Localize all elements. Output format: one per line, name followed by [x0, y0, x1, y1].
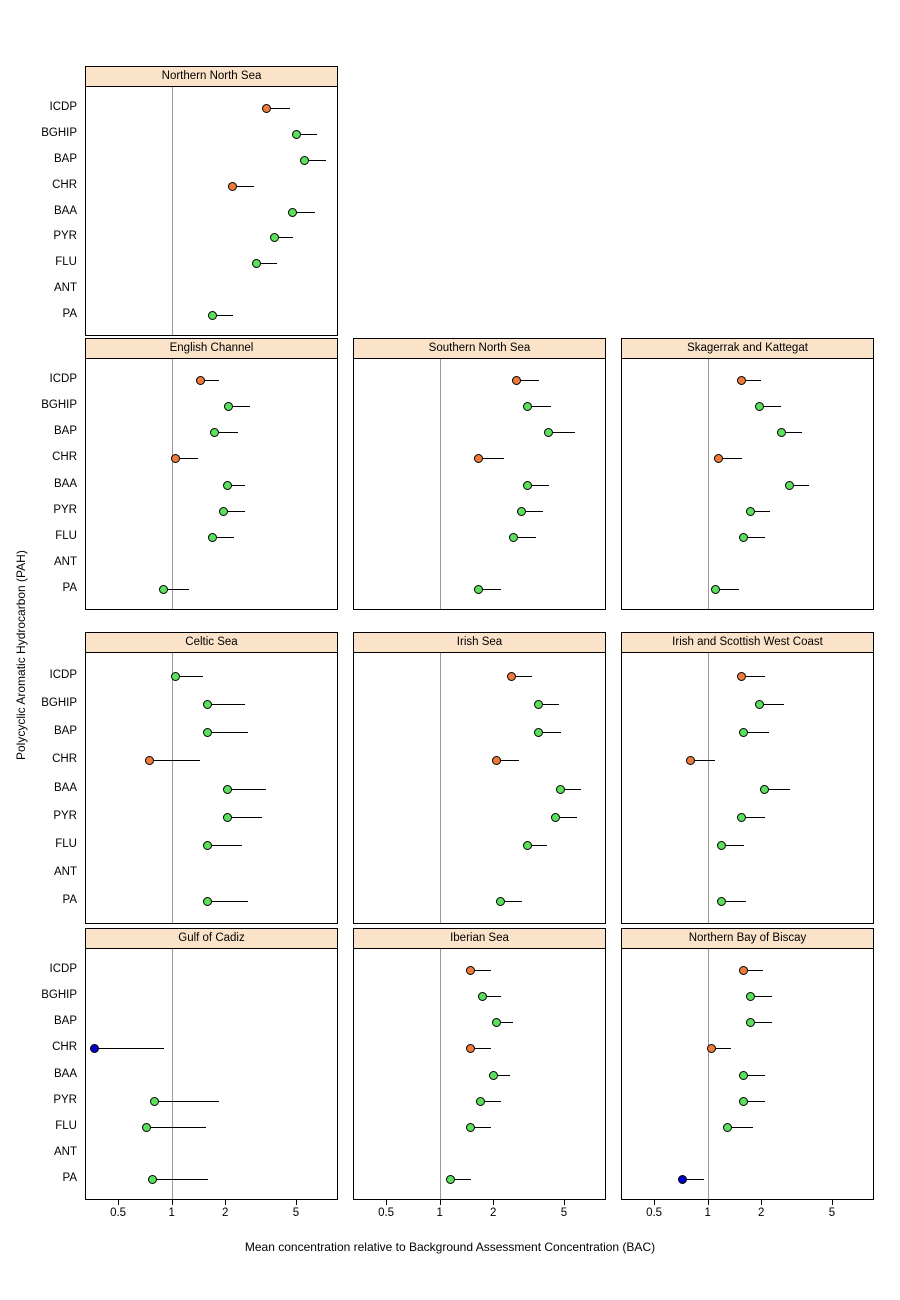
data-point	[270, 233, 279, 242]
x-axis-title: Mean concentration relative to Background Assessment Concentration (BAC)	[244, 1240, 656, 1254]
y-axis-tick-label: BAP	[53, 152, 77, 165]
data-point	[150, 1097, 159, 1106]
data-point	[737, 376, 746, 385]
data-point	[523, 402, 532, 411]
y-axis-tick-label: FLU	[55, 529, 77, 542]
y-axis-tick-label: ANT	[54, 866, 77, 879]
data-point	[476, 1097, 485, 1106]
panel-plot-area	[86, 949, 337, 1199]
x-axis-tick-mark	[832, 1200, 833, 1205]
panel-title: Northern North Sea	[161, 69, 262, 82]
panel-plot-area	[86, 653, 337, 923]
data-point	[512, 376, 521, 385]
y-axis-tick-label: FLU	[55, 1119, 77, 1132]
bac-reference-line	[172, 653, 173, 923]
x-axis-tick-label: 1	[168, 1207, 175, 1219]
bac-reference-line	[172, 87, 173, 335]
data-point	[755, 700, 764, 709]
data-point	[446, 1175, 455, 1184]
data-point	[203, 700, 212, 709]
data-point	[534, 700, 543, 709]
data-point	[534, 728, 543, 737]
y-axis-tick-label: ICDP	[49, 668, 77, 681]
data-point	[717, 897, 726, 906]
bac-reference-line	[172, 359, 173, 609]
data-point	[739, 728, 748, 737]
panel-title: Southern North Sea	[428, 341, 531, 354]
x-axis-tick-label: 2	[758, 1207, 765, 1219]
data-point	[474, 585, 483, 594]
panel-plot-area	[622, 949, 873, 1199]
data-point	[517, 507, 526, 516]
data-point	[739, 533, 748, 542]
x-axis-tick-mark	[225, 1200, 226, 1205]
x-axis-tick-mark	[172, 1200, 173, 1205]
y-axis-tick-label: CHR	[52, 178, 77, 191]
data-point	[544, 428, 553, 437]
panel-plot-area	[354, 359, 605, 609]
y-axis-tick-label: PA	[62, 894, 77, 907]
chart-panel	[621, 928, 874, 1200]
data-point	[556, 785, 565, 794]
data-point	[746, 992, 755, 1001]
data-point	[737, 672, 746, 681]
chart-panel	[353, 928, 606, 1200]
data-point	[208, 311, 217, 320]
data-point	[228, 182, 237, 191]
chart-panel	[621, 632, 874, 924]
bac-reference-line	[172, 949, 173, 1199]
y-axis-title: Polycyclic Aromatic Hydrocarbon (PAH)	[14, 550, 28, 760]
data-point	[223, 813, 232, 822]
y-axis-tick-label: BGHIP	[41, 696, 77, 709]
panel-plot-area	[86, 359, 337, 609]
y-axis-tick-label: CHR	[52, 451, 77, 464]
y-axis-tick-label: PYR	[53, 809, 77, 822]
data-point	[755, 402, 764, 411]
panel-title: Celtic Sea	[185, 635, 238, 648]
panel-plot-area	[622, 359, 873, 609]
data-point	[171, 454, 180, 463]
data-point	[223, 481, 232, 490]
x-axis-tick-mark	[708, 1200, 709, 1205]
data-point	[678, 1175, 687, 1184]
confidence-whisker	[208, 732, 248, 733]
data-point	[196, 376, 205, 385]
bac-reference-line	[440, 359, 441, 609]
data-point	[210, 428, 219, 437]
data-point	[523, 481, 532, 490]
data-point	[288, 208, 297, 217]
x-axis-tick-label: 5	[560, 1207, 568, 1219]
panel-plot-area	[622, 653, 873, 923]
data-point	[686, 756, 695, 765]
data-point	[711, 585, 720, 594]
y-axis-tick-label: BAA	[53, 204, 77, 217]
data-point	[148, 1175, 157, 1184]
data-point	[203, 728, 212, 737]
data-point	[223, 785, 232, 794]
y-axis-tick-label: ANT	[54, 555, 77, 568]
panel-title: Northern Bay of Biscay	[688, 931, 807, 944]
confidence-whisker	[154, 1101, 219, 1102]
confidence-whisker	[146, 1127, 205, 1128]
y-axis-tick-label: PA	[62, 308, 77, 321]
panel-title-strip	[86, 67, 337, 87]
panel-title-strip	[86, 929, 337, 949]
data-point	[739, 1071, 748, 1080]
chart-panel	[353, 338, 606, 610]
data-point	[746, 1018, 755, 1027]
y-axis-tick-label: BAA	[53, 1067, 77, 1080]
data-point	[262, 104, 271, 113]
panel-title-strip	[86, 633, 337, 653]
data-point	[760, 785, 769, 794]
confidence-whisker	[149, 760, 200, 761]
data-point	[551, 813, 560, 822]
x-axis-tick-label: 5	[292, 1207, 300, 1219]
confidence-whisker	[95, 1048, 164, 1049]
x-axis-tick-mark	[761, 1200, 762, 1205]
y-axis-tick-label: FLU	[55, 256, 77, 269]
y-axis-tick-label: BGHIP	[41, 126, 77, 139]
x-axis-tick-label: 0.5	[646, 1207, 663, 1219]
data-point	[489, 1071, 498, 1080]
data-point	[478, 992, 487, 1001]
y-axis-tick-label: PYR	[53, 1093, 77, 1106]
confidence-whisker	[208, 901, 248, 902]
data-point	[219, 507, 228, 516]
y-axis-tick-label: BGHIP	[41, 399, 77, 412]
y-axis-tick-label: PYR	[53, 230, 77, 243]
y-axis-tick-label: ANT	[54, 282, 77, 295]
data-point	[466, 966, 475, 975]
data-point	[208, 533, 217, 542]
panel-title: Iberian Sea	[450, 931, 509, 944]
data-point	[777, 428, 786, 437]
bac-reference-line	[440, 949, 441, 1199]
y-axis-tick-label: BAA	[53, 781, 77, 794]
x-axis-tick-label: 2	[222, 1207, 229, 1219]
data-point	[714, 454, 723, 463]
panel-title-strip	[622, 929, 873, 949]
y-axis-tick-label: ICDP	[49, 100, 77, 113]
y-axis-tick-label: CHR	[52, 753, 77, 766]
y-axis-tick-label: ICDP	[49, 372, 77, 385]
panel-title: Gulf of Cadiz	[178, 931, 245, 944]
panel-title-strip	[86, 339, 337, 359]
chart-panel	[621, 338, 874, 610]
data-point	[224, 402, 233, 411]
panel-title: Irish Sea	[456, 635, 503, 648]
x-axis-tick-label: 1	[704, 1207, 711, 1219]
bac-reference-line	[708, 949, 709, 1199]
x-axis-tick-label: 2	[490, 1207, 497, 1219]
data-point	[496, 897, 505, 906]
bac-reference-line	[708, 653, 709, 923]
y-axis-tick-label: ANT	[54, 1145, 77, 1158]
y-axis-tick-label: CHR	[52, 1041, 77, 1054]
data-point	[142, 1123, 151, 1132]
x-axis-tick-mark	[296, 1200, 297, 1205]
panel-plot-area	[86, 87, 337, 335]
panel-title: English Channel	[169, 341, 254, 354]
data-point	[509, 533, 518, 542]
panel-title-strip	[622, 339, 873, 359]
chart-panel	[353, 632, 606, 924]
x-axis-tick-label: 0.5	[110, 1207, 127, 1219]
x-axis-tick-mark	[564, 1200, 565, 1205]
x-axis-tick-label: 1	[436, 1207, 443, 1219]
data-point	[717, 841, 726, 850]
chart-panel	[85, 928, 338, 1200]
data-point	[90, 1044, 99, 1053]
data-point	[145, 756, 154, 765]
data-point	[466, 1044, 475, 1053]
x-axis-tick-mark	[440, 1200, 441, 1205]
data-point	[737, 813, 746, 822]
panel-plot-area	[354, 949, 605, 1199]
data-point	[159, 585, 168, 594]
data-point	[252, 259, 261, 268]
bac-reference-line	[708, 359, 709, 609]
y-axis-tick-label: BAP	[53, 1015, 77, 1028]
x-axis-tick-mark	[493, 1200, 494, 1205]
panel-title-strip	[354, 633, 605, 653]
data-point	[739, 966, 748, 975]
data-point	[507, 672, 516, 681]
y-axis-tick-label: BGHIP	[41, 989, 77, 1002]
data-point	[723, 1123, 732, 1132]
data-point	[292, 130, 301, 139]
x-axis-tick-mark	[654, 1200, 655, 1205]
confidence-whisker	[152, 1179, 208, 1180]
data-point	[474, 454, 483, 463]
confidence-whisker	[208, 845, 242, 846]
panel-plot-area	[354, 653, 605, 923]
y-axis-tick-label: FLU	[55, 837, 77, 850]
chart-panel	[85, 632, 338, 924]
data-point	[523, 841, 532, 850]
bac-reference-line	[440, 653, 441, 923]
data-point	[203, 841, 212, 850]
data-point	[746, 507, 755, 516]
chart-panel	[85, 66, 338, 336]
data-point	[492, 756, 501, 765]
data-point	[466, 1123, 475, 1132]
data-point	[171, 672, 180, 681]
y-axis-tick-label: PYR	[53, 503, 77, 516]
data-point	[492, 1018, 501, 1027]
x-axis-tick-label: 5	[828, 1207, 836, 1219]
data-point	[739, 1097, 748, 1106]
data-point	[203, 897, 212, 906]
confidence-whisker	[208, 704, 246, 705]
panel-title-strip	[354, 929, 605, 949]
y-axis-tick-label: PA	[62, 582, 77, 595]
panel-title: Skagerrak and Kattegat	[687, 341, 808, 354]
x-axis-tick-mark	[386, 1200, 387, 1205]
y-axis-tick-label: BAP	[53, 425, 77, 438]
y-axis-tick-label: PA	[62, 1172, 77, 1185]
data-point	[707, 1044, 716, 1053]
y-axis-tick-label: BAP	[53, 725, 77, 738]
confidence-whisker	[227, 789, 266, 790]
x-axis-tick-label: 0.5	[378, 1207, 395, 1219]
confidence-whisker	[227, 817, 261, 818]
panel-title-strip	[354, 339, 605, 359]
y-axis-tick-label: BAA	[53, 477, 77, 490]
data-point	[300, 156, 309, 165]
chart-panel	[85, 338, 338, 610]
y-axis-tick-label: ICDP	[49, 962, 77, 975]
panel-title-strip	[622, 633, 873, 653]
x-axis-tick-mark	[118, 1200, 119, 1205]
panel-title: Irish and Scottish West Coast	[672, 635, 823, 648]
data-point	[785, 481, 794, 490]
